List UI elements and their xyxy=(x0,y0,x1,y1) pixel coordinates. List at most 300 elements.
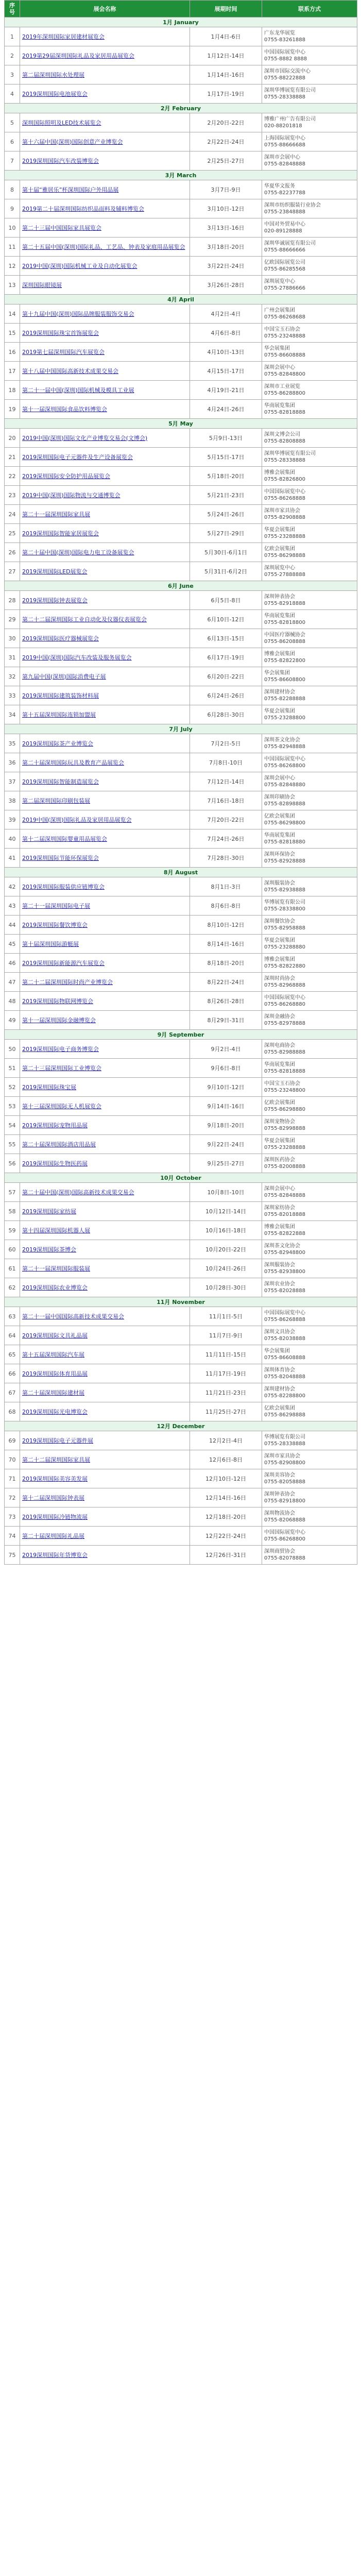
row-number: 70 xyxy=(5,1450,20,1469)
exhibition-link[interactable]: 第十九届中国(深圳)国际品牌服装服饰交易会 xyxy=(22,310,134,317)
exhibition-name-cell xyxy=(20,1307,190,1326)
table-row xyxy=(5,238,357,257)
exhibition-date: 4月24日-26日 xyxy=(190,400,262,419)
exhibition-name-cell xyxy=(20,1240,190,1259)
table-row xyxy=(5,400,357,419)
exhibition-date: 9月14日-16日 xyxy=(190,1097,262,1116)
exhibition-contact: 深圳建材协会 0755-82288800 xyxy=(262,1383,357,1402)
table-row xyxy=(5,667,357,686)
exhibition-contact: 深圳文具协会 0755-82038888 xyxy=(262,1326,357,1345)
exhibition-date: 10月8日-10日 xyxy=(190,1183,262,1202)
exhibition-link[interactable]: 2019深圳国际节能环保展览会 xyxy=(22,854,99,861)
exhibition-link[interactable]: 2019深圳国际LED展览会 xyxy=(22,568,88,575)
month-label: 12月 December xyxy=(5,1421,357,1431)
month-label: 6月 June xyxy=(5,581,357,591)
exhibition-link[interactable]: 2019深圳国际汽车改装博览会 xyxy=(22,157,99,164)
exhibition-name-cell xyxy=(20,992,190,1011)
row-number: 24 xyxy=(5,505,20,524)
row-number: 28 xyxy=(5,591,20,610)
row-number: 73 xyxy=(5,1507,20,1527)
exhibition-contact: 博雅会展集团 0755-82822880 xyxy=(262,954,357,973)
exhibition-link[interactable]: 深圳国际眼镜展 xyxy=(22,281,62,289)
exhibition-name-cell xyxy=(20,1326,190,1345)
exhibition-date: 11月11日-15日 xyxy=(190,1345,262,1364)
exhibition-date: 12月10日-12日 xyxy=(190,1469,262,1488)
exhibition-link[interactable]: 第二十届深圳国际礼品展 xyxy=(22,1532,84,1539)
exhibition-name-cell xyxy=(20,1469,190,1488)
month-header-row xyxy=(5,868,357,877)
exhibition-date: 2月20日-22日 xyxy=(190,113,262,132)
exhibition-name-cell xyxy=(20,1183,190,1202)
row-number: 62 xyxy=(5,1278,20,1297)
exhibition-link[interactable]: 2019中国(深圳)国际物流与交通博览会 xyxy=(22,492,121,499)
row-number: 72 xyxy=(5,1488,20,1507)
exhibition-link[interactable]: 2019深圳国际服装供应链博览会 xyxy=(22,883,105,890)
row-number: 5 xyxy=(5,113,20,132)
exhibition-name-cell xyxy=(20,151,190,171)
exhibition-name-cell xyxy=(20,686,190,705)
exhibition-contact: 深圳展览中心 0755-27888888 xyxy=(262,562,357,581)
exhibition-link[interactable]: 第十五届深圳国际汽车展 xyxy=(22,1351,84,1358)
exhibition-link[interactable]: 第二届深圳国际印刷包装展 xyxy=(22,797,90,804)
exhibition-link[interactable]: 2019中国(深圳)国际机械工业及自动化展览会 xyxy=(22,262,137,269)
exhibition-link[interactable]: 第十六届中国(深圳)国际创意产业博览会 xyxy=(22,138,123,145)
exhibition-link[interactable]: 第十八届中国国际高新技术成果交易会 xyxy=(22,367,118,375)
month-label: 11月 November xyxy=(5,1297,357,1307)
exhibition-link[interactable]: 第十一届深圳国际食品饮料博览会 xyxy=(22,405,107,413)
exhibition-date: 7月24日-26日 xyxy=(190,829,262,849)
exhibition-link[interactable]: 2019深圳国际年货博览会 xyxy=(22,1551,88,1558)
exhibition-contact: 广州会展集团 0755-86268688 xyxy=(262,304,357,324)
exhibition-date: 1月14日-16日 xyxy=(190,65,262,84)
exhibition-name-cell xyxy=(20,1383,190,1402)
month-header-row xyxy=(5,1297,357,1307)
month-label: 3月 March xyxy=(5,171,357,180)
row-number: 68 xyxy=(5,1402,20,1421)
exhibition-name-cell xyxy=(20,505,190,524)
exhibition-link[interactable]: 第十三届深圳国际无人机展览会 xyxy=(22,1103,101,1110)
table-row xyxy=(5,1097,357,1116)
exhibition-date: 3月13日-16日 xyxy=(190,218,262,238)
exhibition-link[interactable]: 第二十一届深圳国际电子展 xyxy=(22,902,90,909)
exhibition-link[interactable]: 第二十届深圳国际玩具及教育产品展览会 xyxy=(22,759,124,766)
row-number: 48 xyxy=(5,992,20,1011)
row-number: 23 xyxy=(5,486,20,505)
row-number: 47 xyxy=(5,973,20,992)
table-body xyxy=(5,18,357,1565)
exhibition-name-cell xyxy=(20,1431,190,1450)
row-number: 64 xyxy=(5,1326,20,1345)
row-number: 59 xyxy=(5,1221,20,1240)
row-number: 49 xyxy=(5,1011,20,1030)
row-number: 65 xyxy=(5,1345,20,1364)
exhibition-link[interactable]: 2019深圳国际电子商务博览会 xyxy=(22,1045,99,1053)
exhibition-link[interactable]: 2019深圳国际美容美发展 xyxy=(22,1475,88,1482)
row-number: 21 xyxy=(5,448,20,467)
exhibition-contact: 深圳医药协会 0755-82008888 xyxy=(262,1154,357,1173)
row-number: 33 xyxy=(5,686,20,705)
month-label: 1月 January xyxy=(5,18,357,27)
exhibition-link[interactable]: 第二十三届中国国际家具展览会 xyxy=(22,224,101,231)
table-row xyxy=(5,132,357,151)
exhibition-date: 6月5日-8日 xyxy=(190,591,262,610)
exhibition-contact: 中国国际展览中心 0755-86268888 xyxy=(262,486,357,505)
table-row xyxy=(5,1488,357,1507)
table-row xyxy=(5,151,357,171)
exhibition-date: 8月29日-31日 xyxy=(190,1011,262,1030)
exhibition-link[interactable]: 2019深圳国际物联网博览会 xyxy=(22,997,93,1005)
table-row xyxy=(5,734,357,753)
table-row xyxy=(5,218,357,238)
exhibition-name-cell xyxy=(20,362,190,381)
exhibition-name-cell xyxy=(20,257,190,276)
exhibition-contact: 深圳市会展中心 0755-82848888 xyxy=(262,151,357,171)
exhibition-date: 5月9日-13日 xyxy=(190,429,262,448)
exhibition-link[interactable]: 2019第29届深圳国际礼品及家居用品展览会 xyxy=(22,52,134,59)
month-header-row xyxy=(5,104,357,113)
table-row xyxy=(5,686,357,705)
exhibition-contact: 深圳家纺协会 0755-82018888 xyxy=(262,1202,357,1221)
table-row xyxy=(5,791,357,810)
table-row xyxy=(5,1383,357,1402)
exhibition-link[interactable]: 第二十届中国(深圳)国际高新技术成果交易会 xyxy=(22,1189,134,1196)
exhibition-name-cell xyxy=(20,667,190,686)
exhibition-name-cell xyxy=(20,610,190,629)
table-row xyxy=(5,1059,357,1078)
exhibition-name-cell xyxy=(20,1040,190,1059)
header-no: 序号 xyxy=(5,1,20,18)
table-row xyxy=(5,1326,357,1345)
exhibition-link[interactable]: 第二十届深圳国际建材展 xyxy=(22,1389,84,1396)
exhibition-name-cell xyxy=(20,916,190,935)
exhibition-link[interactable]: 第二十一届中国(深圳)国际机械及模具工业展 xyxy=(22,386,134,394)
exhibition-link[interactable]: 2019深圳国际电子元器件及生产设备展览会 xyxy=(22,453,133,461)
table-row xyxy=(5,1135,357,1154)
row-number: 44 xyxy=(5,916,20,935)
exhibition-link[interactable]: 2019深圳国际冷链物流展 xyxy=(22,1513,88,1520)
table-header-row xyxy=(5,1,357,18)
exhibition-link[interactable]: 2019深圳国际珠宝展 xyxy=(22,1083,76,1091)
table-row xyxy=(5,877,357,896)
header-date: 展期时间 xyxy=(190,1,262,18)
exhibition-contact: 深圳文博会公司 0755-82808888 xyxy=(262,429,357,448)
exhibition-date: 5月18日-20日 xyxy=(190,467,262,486)
table-row xyxy=(5,829,357,849)
exhibition-link[interactable]: 2019深圳国际生物医药展 xyxy=(22,1160,88,1167)
exhibition-name-cell xyxy=(20,524,190,543)
exhibition-link[interactable]: 第二十二届深圳国际工业自动化及仪器仪表展览会 xyxy=(22,616,147,623)
row-number: 18 xyxy=(5,381,20,400)
exhibition-name-cell xyxy=(20,1059,190,1078)
exhibition-date: 10月24日-26日 xyxy=(190,1259,262,1278)
exhibition-link[interactable]: 2019深圳国际智能制造展览会 xyxy=(22,778,99,785)
exhibition-link[interactable]: 2019深圳国际新能源汽车展览会 xyxy=(22,959,105,967)
exhibition-date: 5月30日-6月1日 xyxy=(190,543,262,562)
exhibition-link[interactable]: 第十四届深圳国际机器人展 xyxy=(22,1227,90,1234)
exhibition-link[interactable]: 第二十二届深圳国际家具展 xyxy=(22,1456,90,1463)
exhibition-contact: 深圳时尚协会 0755-82968888 xyxy=(262,973,357,992)
exhibition-contact: 深圳华诚展览有限公司 0755-88666666 xyxy=(262,238,357,257)
table-row xyxy=(5,1240,357,1259)
exhibition-link[interactable]: 第二十一届深圳国际服装展 xyxy=(22,1265,90,1272)
exhibition-contact: 深圳茶文化协会 0755-82948800 xyxy=(262,1240,357,1259)
exhibition-date: 3月26日-28日 xyxy=(190,276,262,295)
table-row xyxy=(5,1527,357,1546)
exhibition-name-cell xyxy=(20,132,190,151)
exhibition-name-cell xyxy=(20,1546,190,1565)
exhibition-contact: 深圳环保协会 0755-82928888 xyxy=(262,849,357,868)
exhibition-date: 4月10日-13日 xyxy=(190,343,262,362)
exhibition-name-cell xyxy=(20,1259,190,1278)
exhibition-contact: 深圳服装协会 0755-82938888 xyxy=(262,877,357,896)
exhibition-name-cell xyxy=(20,1221,190,1240)
exhibition-link[interactable]: 2019深圳国际农业博览会 xyxy=(22,1284,88,1291)
row-number: 2 xyxy=(5,46,20,65)
exhibition-date: 1月17日-19日 xyxy=(190,84,262,104)
exhibition-link[interactable]: 2019第七届深圳国际汽车展览会 xyxy=(22,348,105,355)
exhibition-contact: 华博展览有限公司 0755-28338800 xyxy=(262,896,357,916)
row-number: 17 xyxy=(5,362,20,381)
exhibition-name-cell xyxy=(20,734,190,753)
exhibition-link[interactable]: 2019中国(深圳)国际文化产业博览交易会(文博会) xyxy=(22,434,148,442)
exhibition-link[interactable]: 2019深圳国际茶产业博览会 xyxy=(22,740,93,747)
exhibition-link[interactable]: 2019深圳国际珠宝首饰展览会 xyxy=(22,329,99,336)
exhibition-date: 12月22日-24日 xyxy=(190,1527,262,1546)
table-row xyxy=(5,65,357,84)
row-number: 61 xyxy=(5,1259,20,1278)
row-number: 34 xyxy=(5,705,20,724)
table-row xyxy=(5,505,357,524)
exhibition-name-cell xyxy=(20,1527,190,1546)
exhibition-link[interactable]: 2019中国(深圳)国际礼品及家居用品展览会 xyxy=(22,816,132,823)
exhibition-link[interactable]: 2019深圳国际光电博览会 xyxy=(22,1408,88,1415)
exhibition-date: 9月10日-12日 xyxy=(190,1078,262,1097)
row-number: 30 xyxy=(5,629,20,648)
row-number: 12 xyxy=(5,257,20,276)
table-row xyxy=(5,1202,357,1221)
exhibition-contact: 深圳电商协会 0755-82988888 xyxy=(262,1040,357,1059)
table-row xyxy=(5,543,357,562)
exhibition-contact: 博雅广州广告有限公司 020-88201818 xyxy=(262,113,357,132)
row-number: 8 xyxy=(5,180,20,199)
row-number: 69 xyxy=(5,1431,20,1450)
exhibition-date: 9月6日-8日 xyxy=(190,1059,262,1078)
row-number: 31 xyxy=(5,648,20,667)
exhibition-name-cell xyxy=(20,1364,190,1383)
exhibition-link[interactable]: 2019深圳国际电池展览会 xyxy=(22,90,88,97)
exhibition-name-cell xyxy=(20,65,190,84)
exhibition-name-cell xyxy=(20,591,190,610)
exhibition-link[interactable]: 2019深圳国际医疗器械展览会 xyxy=(22,635,99,642)
exhibition-link[interactable]: 2019深圳国际家纺展 xyxy=(22,1208,76,1215)
exhibition-link[interactable]: 第九届中国(深圳)国际消费电子展 xyxy=(22,673,106,680)
exhibition-table xyxy=(4,0,357,1565)
exhibition-link[interactable]: 2019深圳国际宠物用品展 xyxy=(22,1122,88,1129)
row-number: 39 xyxy=(5,810,20,829)
table-row xyxy=(5,524,357,543)
exhibition-date: 5月21日-23日 xyxy=(190,486,262,505)
exhibition-date: 11月21日-23日 xyxy=(190,1383,262,1402)
exhibition-date: 9月22日-24日 xyxy=(190,1135,262,1154)
exhibition-link[interactable]: 第二十届深圳国际酒店用品展 xyxy=(22,1141,96,1148)
exhibition-link[interactable]: 第二十三届深圳国际工业博览会 xyxy=(22,1064,101,1072)
row-number: 16 xyxy=(5,343,20,362)
exhibition-date: 12月14日-16日 xyxy=(190,1488,262,1507)
exhibition-contact: 深圳市纺织服装行业协会 0755-23848888 xyxy=(262,199,357,218)
exhibition-name-cell xyxy=(20,180,190,199)
exhibition-link[interactable]: 第二十一届中国国际高新技术成果交易会 xyxy=(22,1313,124,1320)
exhibition-date: 11月17日-19日 xyxy=(190,1364,262,1383)
exhibition-contact: 深圳钟表协会 0755-82918800 xyxy=(262,1488,357,1507)
exhibition-date: 4月2日-4日 xyxy=(190,304,262,324)
exhibition-contact: 深圳印刷协会 0755-82898888 xyxy=(262,791,357,810)
exhibition-date: 5月27日-29日 xyxy=(190,524,262,543)
row-number: 15 xyxy=(5,324,20,343)
row-number: 52 xyxy=(5,1078,20,1097)
exhibition-date: 9月18日-20日 xyxy=(190,1116,262,1135)
exhibition-link[interactable]: 2019深圳国际电子元器件展 xyxy=(22,1437,93,1444)
row-number: 66 xyxy=(5,1364,20,1383)
exhibition-link[interactable]: 2019深圳国际安全防护用品展览会 xyxy=(22,472,110,480)
row-number: 13 xyxy=(5,276,20,295)
exhibition-link[interactable]: 第十二届深圳国际钟表展 xyxy=(22,1494,84,1501)
exhibition-link[interactable]: 2019深圳国际体育用品展 xyxy=(22,1370,88,1377)
table-row xyxy=(5,429,357,448)
row-number: 38 xyxy=(5,791,20,810)
exhibition-name-cell xyxy=(20,238,190,257)
row-number: 45 xyxy=(5,935,20,954)
table-row xyxy=(5,935,357,954)
table-row xyxy=(5,1221,357,1240)
exhibition-contact: 深圳体育协会 0755-82048888 xyxy=(262,1364,357,1383)
month-label: 4月 April xyxy=(5,295,357,304)
exhibition-contact: 深圳餐饮协会 0755-82958888 xyxy=(262,916,357,935)
exhibition-date: 8月22日-24日 xyxy=(190,973,262,992)
exhibition-contact: 深圳农业协会 0755-82028888 xyxy=(262,1278,357,1297)
exhibition-link[interactable]: 第十一届深圳国际金融博览会 xyxy=(22,1016,96,1024)
exhibition-link[interactable]: 第二届深圳国际水处理展 xyxy=(22,71,84,78)
row-number: 26 xyxy=(5,543,20,562)
month-header-row xyxy=(5,1030,357,1040)
table-row xyxy=(5,705,357,724)
month-header-row xyxy=(5,419,357,429)
exhibition-link[interactable]: 第二十届中国(深圳)国际电力电工设备展览会 xyxy=(22,549,134,556)
exhibition-link[interactable]: 第十五届深圳国际连锁加盟展 xyxy=(22,711,96,718)
exhibition-date: 12月26日-31日 xyxy=(190,1546,262,1565)
exhibition-date: 2月22日-24日 xyxy=(190,132,262,151)
exhibition-date: 7月2日-5日 xyxy=(190,734,262,753)
exhibition-name-cell xyxy=(20,1345,190,1364)
exhibition-link[interactable]: 2019深圳国际茶博会 xyxy=(22,1246,76,1253)
month-label: 5月 May xyxy=(5,419,357,429)
exhibition-link[interactable]: 2019深圳国际智能家居展览会 xyxy=(22,530,99,537)
exhibition-date: 12月6日-8日 xyxy=(190,1450,262,1469)
row-number: 51 xyxy=(5,1059,20,1078)
exhibition-contact: 博雅会展集团 0755-82826800 xyxy=(262,467,357,486)
exhibition-date: 10月12日-14日 xyxy=(190,1202,262,1221)
exhibition-name-cell xyxy=(20,1116,190,1135)
exhibition-date: 3月7日-9日 xyxy=(190,180,262,199)
exhibition-link[interactable]: 第十届“雅居乐”杯深圳国际户外用品展 xyxy=(22,186,119,193)
exhibition-link[interactable]: 2019深圳国际建筑装饰材料展 xyxy=(22,692,99,699)
exhibition-contact: 上海国际展览中心 0755-88666688 xyxy=(262,132,357,151)
exhibition-date: 3月10日-12日 xyxy=(190,199,262,218)
table-row xyxy=(5,324,357,343)
table-row xyxy=(5,448,357,467)
exhibition-contact: 中国宝玉石协会 0755-23248800 xyxy=(262,1078,357,1097)
exhibition-link[interactable]: 2019中国(深圳)国际汽车改装及服务展览会 xyxy=(22,654,132,661)
row-number: 1 xyxy=(5,27,20,46)
exhibition-name-cell xyxy=(20,46,190,65)
exhibition-contact: 华夏会展集团 0755-23288880 xyxy=(262,935,357,954)
exhibition-contact: 华会展集团 0755-86608888 xyxy=(262,1345,357,1364)
exhibition-name-cell xyxy=(20,448,190,467)
exhibition-name-cell xyxy=(20,1078,190,1097)
exhibition-date: 4月15日-17日 xyxy=(190,362,262,381)
table-row xyxy=(5,1469,357,1488)
exhibition-contact: 深圳展览中心 0755-27886666 xyxy=(262,276,357,295)
exhibition-name-cell xyxy=(20,324,190,343)
row-number: 29 xyxy=(5,610,20,629)
exhibition-date: 5月31日-6月2日 xyxy=(190,562,262,581)
month-header-row xyxy=(5,724,357,734)
exhibition-link[interactable]: 2019深圳国际文具礼品展 xyxy=(22,1332,88,1339)
exhibition-name-cell xyxy=(20,753,190,772)
row-number: 56 xyxy=(5,1154,20,1173)
exhibition-schedule xyxy=(4,0,357,1565)
exhibition-name-cell xyxy=(20,400,190,419)
exhibition-link[interactable]: 第二十二届深圳国际时尚产业博览会 xyxy=(22,978,113,986)
month-label: 7月 July xyxy=(5,724,357,734)
exhibition-date: 2月25日-27日 xyxy=(190,151,262,171)
exhibition-link[interactable]: 2019深圳国际钟表展览会 xyxy=(22,597,88,604)
table-row xyxy=(5,1546,357,1565)
exhibition-link[interactable]: 2019年深圳国际家居建材展览会 xyxy=(22,33,105,40)
exhibition-date: 10月16日-18日 xyxy=(190,1221,262,1240)
exhibition-contact: 华夏会展集团 0755-23288888 xyxy=(262,1135,357,1154)
exhibition-link[interactable]: 2019第二十届深圳国际纺织品面料及辅料博览会 xyxy=(22,205,144,212)
row-number: 46 xyxy=(5,954,20,973)
exhibition-name-cell xyxy=(20,791,190,810)
exhibition-date: 3月18日-20日 xyxy=(190,238,262,257)
exhibition-link[interactable]: 深圳国际照明及LED技术展览会 xyxy=(22,119,101,126)
row-number: 71 xyxy=(5,1469,20,1488)
table-row xyxy=(5,84,357,104)
exhibition-name-cell xyxy=(20,113,190,132)
row-number: 67 xyxy=(5,1383,20,1402)
table-row xyxy=(5,467,357,486)
exhibition-date: 6月20日-22日 xyxy=(190,667,262,686)
exhibition-date: 10月20日-22日 xyxy=(190,1240,262,1259)
month-header-row xyxy=(5,1421,357,1431)
exhibition-name-cell xyxy=(20,829,190,849)
exhibition-link[interactable]: 第二十一届深圳国际家具展 xyxy=(22,511,90,518)
table-row xyxy=(5,1154,357,1173)
exhibition-name-cell xyxy=(20,896,190,916)
exhibition-link[interactable]: 第十届深圳国际游艇展 xyxy=(22,940,79,947)
exhibition-link[interactable]: 2019深圳国际餐饮博览会 xyxy=(22,921,88,928)
exhibition-link[interactable]: 第二十五届中国(深圳)国际礼品、工艺品、钟表及家庭用品展览会 xyxy=(22,243,185,250)
exhibition-contact: 博雅会展集团 0755-82822888 xyxy=(262,1221,357,1240)
exhibition-date: 12月2日-4日 xyxy=(190,1431,262,1450)
exhibition-contact: 深圳物流协会 0755-82068888 xyxy=(262,1507,357,1527)
table-row xyxy=(5,954,357,973)
exhibition-contact: 中国医疗器械协会 0755-86208888 xyxy=(262,629,357,648)
exhibition-name-cell xyxy=(20,1135,190,1154)
exhibition-name-cell xyxy=(20,629,190,648)
exhibition-link[interactable]: 第十二届深圳国际婴童用品展览会 xyxy=(22,835,107,842)
row-number: 22 xyxy=(5,467,20,486)
